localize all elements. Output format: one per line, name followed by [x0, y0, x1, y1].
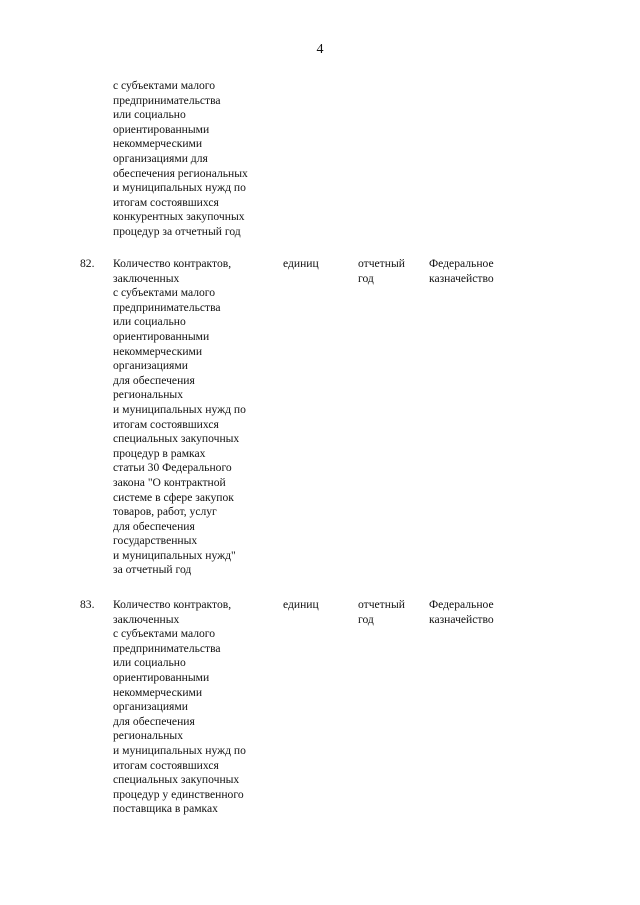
continuation-row [0, 79, 640, 241]
table-row-82 [0, 257, 640, 581]
table-row-83 [0, 598, 640, 820]
reporting-period: отчетный год [358, 257, 405, 285]
reporting-period: отчетный год [358, 598, 405, 626]
indicator-name: Количество контрактов, заключенных с субъектами малого предпринимательства или социально ориентированными некоммерческими организациями для обеспечения региональных и муниципальных нужд по итогам состоявшихся специальных закупочных процедур у единственного поставщика в рамках [113, 598, 246, 816]
indicator-name: с субъектами малого предпринимательства или социально ориентированными некоммерческими организациями для обеспечения региональных и муниципальных нужд по итогам состоявшихся конкурентных закупочных процедур за отчетный год [113, 79, 248, 238]
unit-of-measure: единиц [283, 598, 319, 611]
page-number: 4 [316, 42, 324, 57]
indicator-name: Количество контрактов, заключенных с субъектами малого предпринимательства или социально ориентированными некоммерческими организациями для обеспечения региональных и муниципальных нужд по итогам состоявшихся специальных закупочных процедур в рамках статьи 30 Федерального закона "О контрактной системе в сфере закупок товаров, работ, услуг для обеспечения государственных и муниципальных нужд" за отчетный год [113, 257, 246, 577]
row-number: 82. [80, 257, 95, 270]
unit-of-measure: единиц [283, 257, 319, 270]
data-source: Федеральное казначейство [429, 598, 494, 626]
row-number: 83. [80, 598, 95, 611]
data-source: Федеральное казначейство [429, 257, 494, 285]
